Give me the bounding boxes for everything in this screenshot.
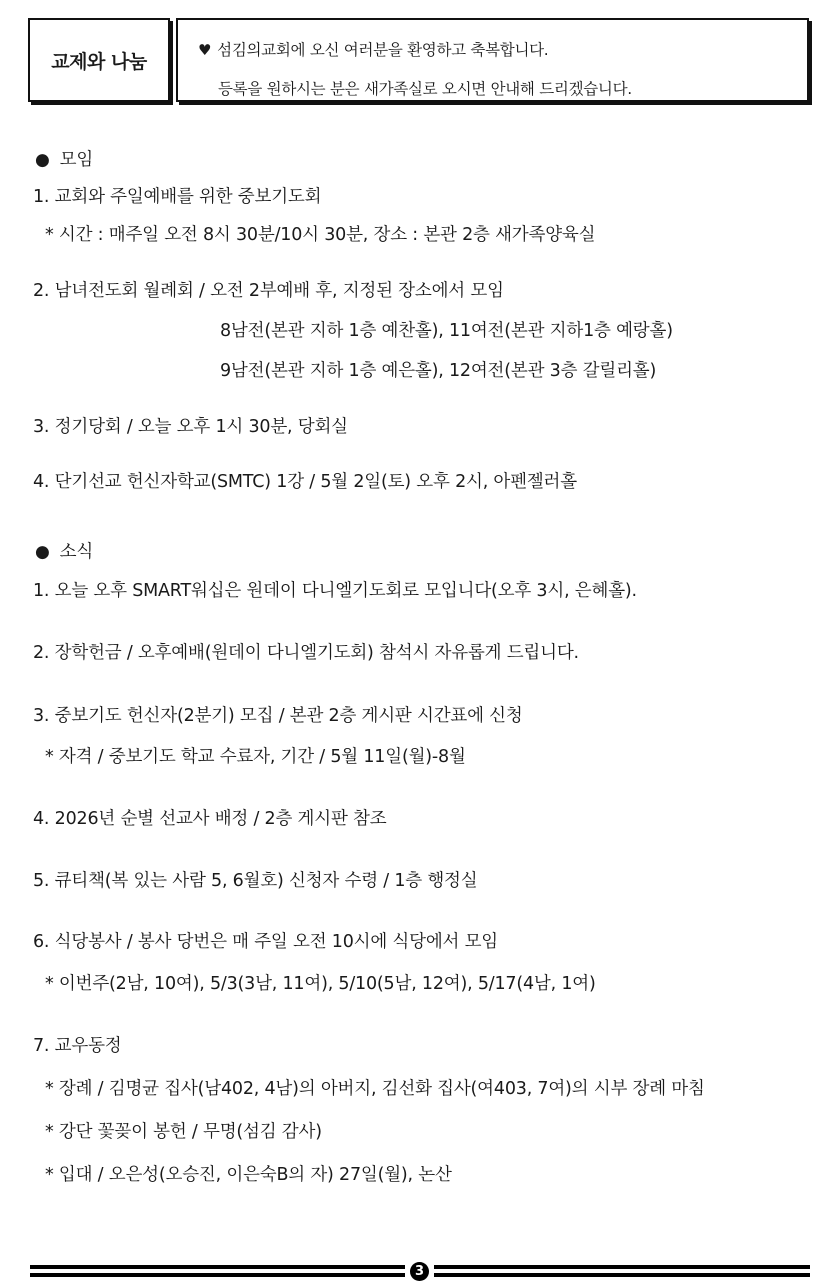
section-title-box [28,18,170,102]
meeting-item: 2. 남녀전도회 월례회 / 오전 2부예배 후, 지정된 장소에서 모임 [33,281,504,301]
news-item: 2. 장학헌금 / 오후예배(원데이 다니엘기도회) 참석시 자유롭게 드립니다. [33,643,579,663]
news-item: 4. 2026년 순별 선교사 배정 / 2층 게시판 참조 [33,809,387,829]
meeting-item: 4. 단기선교 헌신자학교(SMTC) 1강 / 5월 2일(토) 오후 2시, 아펜젤러홀 [33,472,577,492]
news-item: 5. 큐티책(복 있는 사람 5, 6월호) 신청자 수령 / 1층 행정실 [33,871,478,891]
news-item: * 자격 / 중보기도 학교 수료자, 기간 / 5월 11일(월)-8월 [45,747,466,767]
news-item: 6. 식당봉사 / 봉사 당번은 매 주일 오전 10시에 식당에서 모임 [33,932,498,952]
news-item: * 입대 / 오은성(오승진, 이은숙B의 자) 27일(월), 논산 [45,1165,452,1185]
news-item: * 이번주(2남, 10여), 5/3(3남, 11여), 5/10(5남, 12여), 5/17(4남, 1여) [45,974,596,994]
meetings-heading [35,146,93,171]
footer-rule-left [30,1265,405,1277]
section-title: 교제와 나눔 [51,50,147,73]
meetings-heading-text: 모임 [59,150,94,170]
news-item: * 강단 꽃꽂이 봉헌 / 무명(섬김 감사) [45,1122,322,1142]
heart-icon: ♥ [198,41,212,59]
news-heading-text: 소식 [59,542,94,562]
news-heading [35,538,93,563]
meeting-item: 8남전(본관 지하 1층 예찬홀), 11여전(본관 지하1층 예랑홀) [220,321,673,341]
meeting-item: 9남전(본관 지하 1층 예은홀), 12여전(본관 3층 갈릴리홀) [220,361,657,381]
bullet-icon: ● [35,150,50,170]
meeting-item: * 시간 : 매주일 오전 8시 30분/10시 30분, 장소 : 본관 2층 새가족양육실 [45,225,596,245]
notice-line-2: 등록을 원하시는 분은 새가족실로 오시면 안내해 드리겠습니다. [218,80,632,98]
news-item: 1. 오늘 오후 SMART워십은 원데이 다니엘기도회로 모입니다(오후 3시, 은혜홀). [33,581,637,601]
footer-rule-right [434,1265,810,1277]
notice-text-1: 섬김의교회에 오신 여러분을 환영하고 축복합니다. [217,41,549,59]
notice-line-1 [198,38,548,60]
page-number: 3 [410,1262,429,1281]
news-item: * 장례 / 김명균 집사(남402, 4남)의 아버지, 김선화 집사(여403, 7여)의 시부 장례 마침 [45,1079,705,1099]
bullet-icon: ● [35,542,50,562]
meeting-item: 3. 정기당회 / 오늘 오후 1시 30분, 당회실 [33,417,348,437]
news-item: 7. 교우동정 [33,1036,122,1056]
news-item: 3. 중보기도 헌신자(2분기) 모집 / 본관 2층 게시판 시간표에 신청 [33,706,523,726]
meeting-item: 1. 교회와 주일예배를 위한 중보기도회 [33,187,322,207]
welcome-notice-box [176,18,809,102]
